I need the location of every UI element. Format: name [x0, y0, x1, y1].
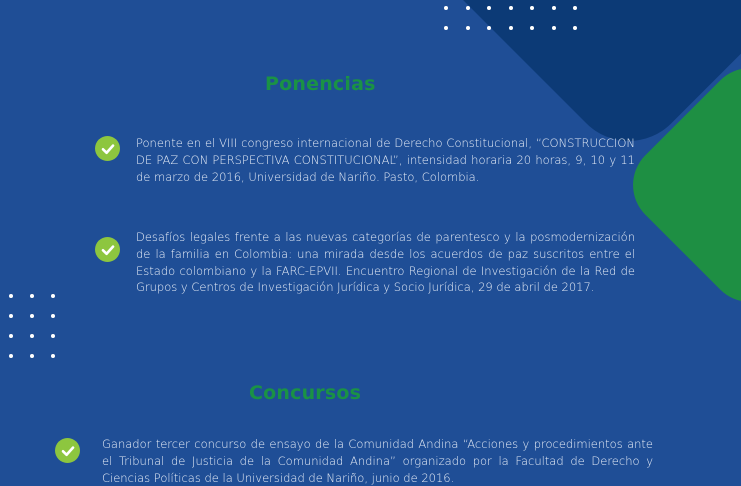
check-icon: [95, 237, 120, 262]
ponencia-item-text: Desafíos legales frente a las nuevas categorías de parentesco y la posmodernización de la familia en Colombia: una mirada desde los acuerdos de paz suscritos entre el Estado colombiano y la FARC-EPVII. Encuentro Regional de Investigación de la Red de Grupos y Centros de Investigación Jurídica y Socio Jurídica, 29 de abril de 2017.: [136, 230, 635, 295]
ponencia-item-text: Ponente en el VIII congreso internacional de Derecho Constitucional, “CONSTRUCCION DE PAZ CON PERSPECTIVA CONSTITUCIONAL”, intensidad horaria 20 horas, 9, 10 y 11 de marzo de 2016, Universidad de Nariño. Pasto, Colombia.: [136, 136, 635, 184]
concurso-item: [102, 436, 653, 486]
decorative-dot-grid-top: [444, 6, 577, 30]
check-icon: [55, 438, 80, 463]
section-title-ponencias: Ponencias: [265, 73, 376, 95]
ponencia-item: [136, 135, 635, 185]
section-title-concursos: Concursos: [249, 382, 362, 404]
ponencia-item: [136, 229, 635, 296]
decorative-dot-grid-left: [9, 294, 55, 358]
check-icon: [95, 136, 120, 161]
concurso-item-text: Ganador tercer concurso de ensayo de la Comunidad Andina “Acciones y procedimientos ante el Tribunal de Justicia de la Comunidad Andina” organizado por la Facultad de Derecho y Ciencias Políticas de la Universidad de Nariño, junio de 2016.: [102, 437, 653, 485]
